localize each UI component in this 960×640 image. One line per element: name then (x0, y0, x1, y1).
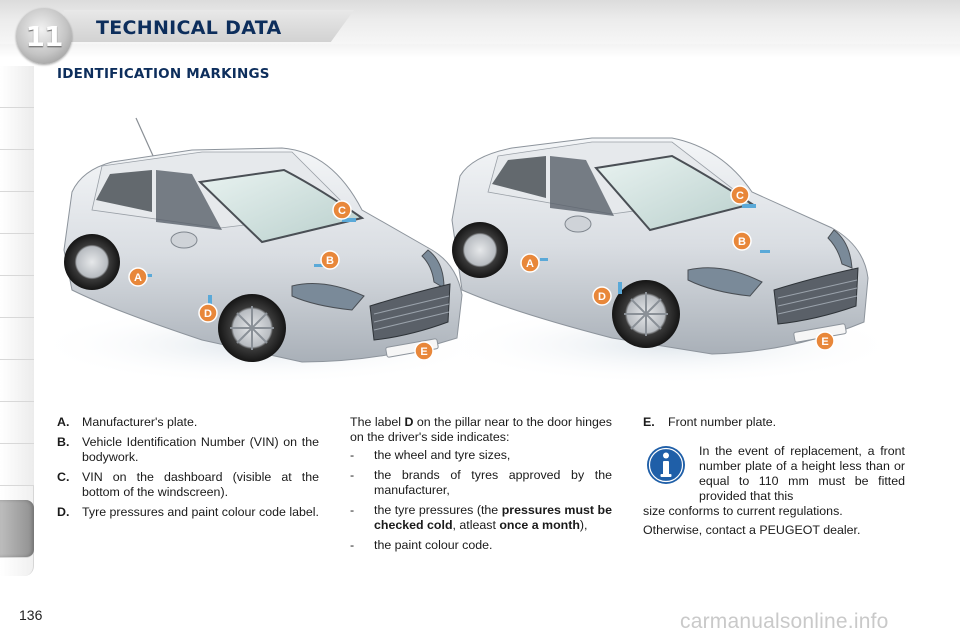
list-item: - the tyre pressures (the pressures must be checked cold, atleast once a month), (350, 503, 613, 532)
chapter-tab[interactable] (0, 318, 34, 360)
header-fade (0, 44, 960, 58)
label-d-intro: The label D on the pillar near to the door hinges on the driver's side indicates: (350, 415, 612, 444)
chapter-tab[interactable] (0, 444, 34, 486)
list-item: - the wheel and tyre sizes, (350, 448, 511, 462)
label-marker-d (593, 287, 611, 305)
watermark: carmanualsonline.info (680, 610, 889, 633)
dealer-note: Otherwise, contact a PEUGEOT dealer. (643, 523, 861, 537)
label-marker-b (733, 232, 751, 250)
legend-item-a: A. Manufacturer's plate. (57, 415, 198, 429)
chapter-tab-active[interactable] (0, 500, 34, 558)
info-icon (646, 445, 686, 485)
chapter-tab[interactable] (0, 66, 34, 108)
list-item: - the brands of tyres approved by the manufacturer, (350, 468, 612, 497)
label-marker-e (816, 332, 834, 350)
chapter-tab[interactable] (0, 234, 34, 276)
label-marker-d (199, 304, 217, 322)
svg-text:D: D (204, 308, 212, 320)
svg-text:A: A (526, 258, 534, 270)
page-number: 136 (19, 607, 43, 623)
chapter-badge (16, 8, 72, 64)
svg-text:E: E (821, 336, 829, 348)
label-marker-b (321, 251, 339, 269)
label-d-details (350, 415, 612, 558)
svg-text:C: C (736, 190, 744, 202)
chapter-tab[interactable] (0, 360, 34, 402)
svg-text:A: A (134, 272, 142, 284)
svg-text:E: E (420, 346, 428, 358)
legend-column-3 (643, 415, 905, 538)
section-title: IDENTIFICATION MARKINGS (57, 66, 270, 82)
page-title: TECHNICAL DATA (96, 17, 282, 39)
chapter-tab[interactable] (0, 192, 34, 234)
legend-item-e: E. Front number plate. (643, 415, 777, 429)
legend-item-c: C. VIN on the dashboard (visible at the bottom of the windscreen). (57, 470, 319, 499)
svg-text:D: D (598, 291, 606, 303)
chapter-tab[interactable] (0, 108, 34, 150)
label-marker-a (129, 268, 147, 286)
label-marker-c (333, 201, 351, 219)
saloon-car (442, 138, 882, 385)
chapter-number: 11 (25, 19, 63, 53)
legend-item-d: D. Tyre pressures and paint colour code label. (57, 505, 319, 519)
svg-text:B: B (326, 255, 334, 267)
chapter-tab[interactable] (0, 276, 34, 318)
car-identification-illustration (52, 100, 882, 390)
chapter-tab-strip (0, 66, 34, 576)
info-note (643, 444, 905, 519)
chapter-tab[interactable] (0, 402, 34, 444)
label-marker-c (731, 186, 749, 204)
label-marker-a (521, 254, 539, 272)
list-item: - the paint colour code. (350, 538, 493, 552)
label-marker-e (415, 342, 433, 360)
legend-column-1 (57, 415, 319, 525)
chapter-tab[interactable] (0, 150, 34, 192)
legend-item-b: B. Vehicle Identification Number (VIN) on the bodywork. (57, 435, 319, 464)
info-text: In the event of replacement, a front number plate of a height less than or equal to 110 mm must be fitted provided that this size conforms to current regulations. (643, 444, 905, 518)
svg-text:C: C (338, 205, 346, 217)
svg-text:B: B (738, 236, 746, 248)
